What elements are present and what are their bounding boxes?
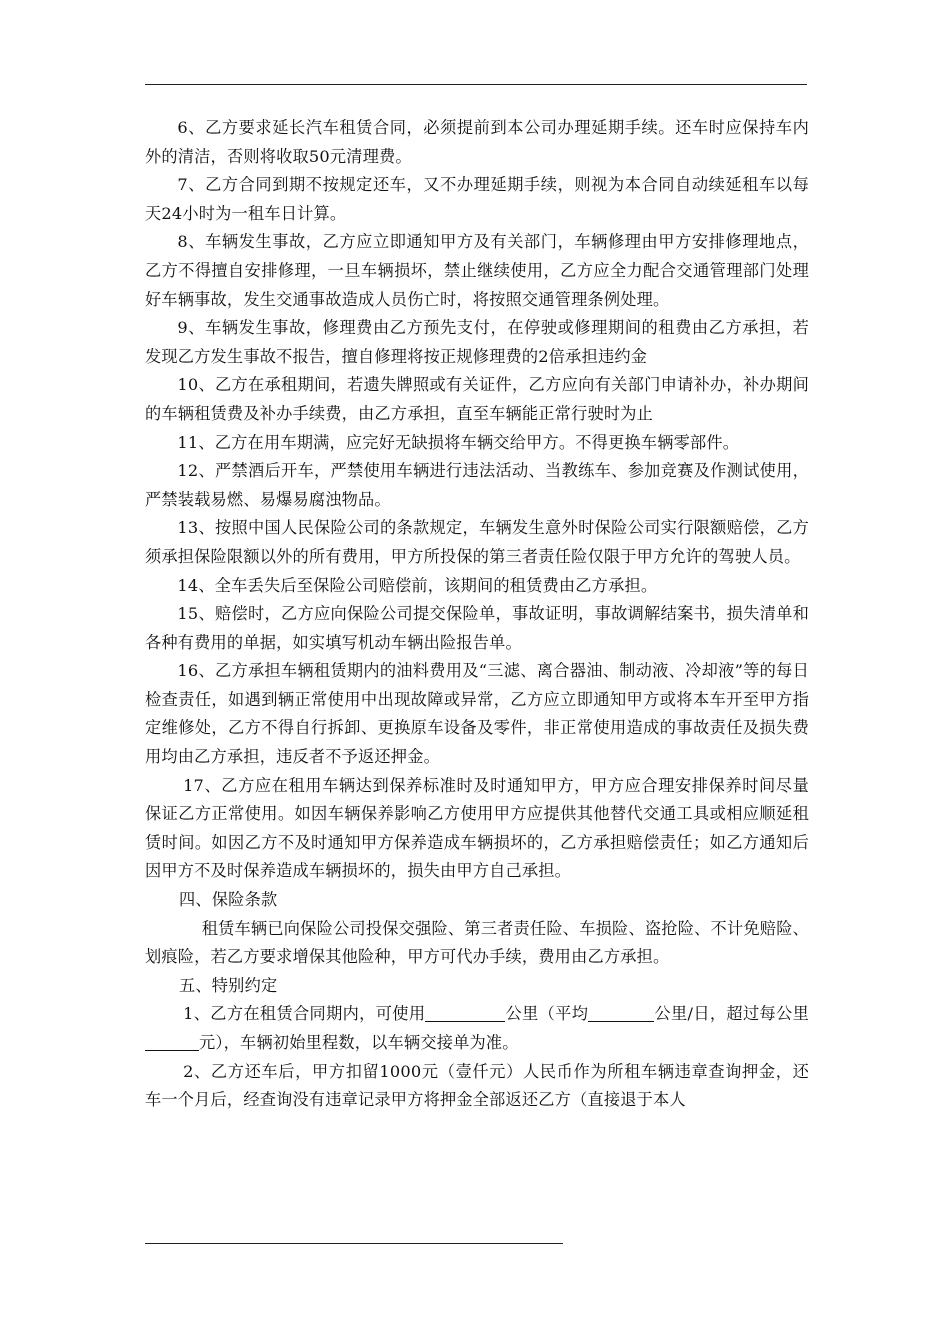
daily-mileage-blank[interactable]	[588, 1005, 654, 1022]
clause-6: 6、乙方要求延长汽车租赁合同，必须提前到本公司办理延期手续。还车时应保持车内外的清洁，否则将收取50元清理费。	[145, 118, 809, 166]
insurance-paragraph: 租赁车辆已向保险公司投保交强险、第三者责任险、车损险、盗抢险、不计免赔险、划痕险，若乙方要求增保其他险种，甲方可代办手续，费用由乙方承担。	[145, 918, 809, 967]
special-clause-1	[145, 1000, 809, 1057]
clause-11: 11、乙方在用车期满，应完好无缺损将车辆交给甲方。不得更换车辆零部件。	[177, 432, 740, 452]
header-rule	[145, 84, 807, 85]
clause-10: 10、乙方在承租期间，若遗失牌照或有关证件，乙方应向有关部门申请补办，补办期间的车辆租赁费及补办手续费，由乙方承担，直至车辆能正常行驶时为止	[145, 375, 809, 423]
mileage-blank[interactable]	[425, 1005, 505, 1022]
clause-13: 13、按照中国人民保险公司的条款规定，车辆发生意外时保险公司实行限额赔偿，乙方须承担保险限额以外的所有费用，甲方所投保的第三者责任险仅限于甲方允许的驾驶人员。	[145, 518, 809, 566]
clause-17: 17、乙方应在租用车辆达到保养标准时及时通知甲方，甲方应合理安排保养时间尽量保证乙方正常使用。如因车辆保养影响乙方使用甲方应提供其他替代交通工具或相应顺延租赁时间。如因乙方不及时通知甲方保养造成车辆损坏的，乙方承担赔偿责任；如乙方通知后因甲方不及时保养造成车辆损坏的，损失由甲方自己承担。	[145, 775, 809, 881]
clause-8: 8、车辆发生事故，乙方应立即通知甲方及有关部门，车辆修理由甲方安排修理地点，乙方不得擅自安排修理，一旦车辆损坏，禁止继续使用，乙方应全力配合交通管理部门处理好车辆事故，发生交通事故造成人员伤亡时，将按照交通管理条例处理。	[145, 232, 809, 309]
clause-12: 12、严禁酒后开车，严禁使用车辆进行违法活动、当教练车、参加竞赛及作测试使用，严禁装载易燃、易爆易腐浊物品。	[145, 461, 809, 509]
clause-16: 16、乙方承担车辆租赁期内的油料费用及“三滤、离合器油、制动液、冷却液”等的每日检查责任，如遇到辆正常使用中出现故障或异常，乙方应立即通知甲方或将本车开至甲方指定维修处，乙方不得自行拆卸、更换原车设备及零件，非正常使用造成的事故责任及损失费用均由乙方承担，违反者不予返还押金。	[145, 661, 809, 767]
section-heading-insurance: 四、保险条款	[179, 890, 278, 910]
per-km-fee-blank[interactable]	[145, 1034, 199, 1051]
clause-7: 7、乙方合同到期不按规定还车，又不办理延期手续，则视为本合同自动续延租车以每天24小时为一租车日计算。	[145, 175, 809, 223]
special-clause-2: 2、乙方还车后，甲方扣留1000元（壹仟元）人民币作为所租车辆违章查询押金，还车一个月后，经查询没有违章记录甲方将押金全部返还乙方（直接退于本人	[145, 1061, 809, 1110]
special-clause-1-part-b: 公里（平均	[505, 1004, 589, 1024]
footer-rule	[145, 1243, 563, 1244]
special-clause-1-part-c: 公里/日，超过每公里	[654, 1004, 809, 1024]
contract-body	[145, 114, 809, 1115]
section-heading-special: 五、特别约定	[179, 975, 278, 995]
clause-9: 9、车辆发生事故，修理费由乙方预先支付，在停驶或修理期间的租费由乙方承担，若发现乙方发生事故不报告，擅自修理将按正规修理费的2倍承担违约金	[145, 318, 809, 366]
clause-14: 14、全车丢失后至保险公司赔偿前，该期间的租赁费由乙方承担。	[177, 575, 658, 595]
clause-15: 15、赔偿时，乙方应向保险公司提交保险单，事故证明，事故调解结案书，损失清单和各种有费用的单据，如实填写机动车辆出险报告单。	[145, 604, 809, 652]
special-clause-1-part-d: 元），车辆初始里程数，以车辆交接单为准。	[199, 1033, 519, 1052]
special-clause-1-part-a: 1、乙方在租赁合同期内，可使用	[183, 1004, 426, 1024]
